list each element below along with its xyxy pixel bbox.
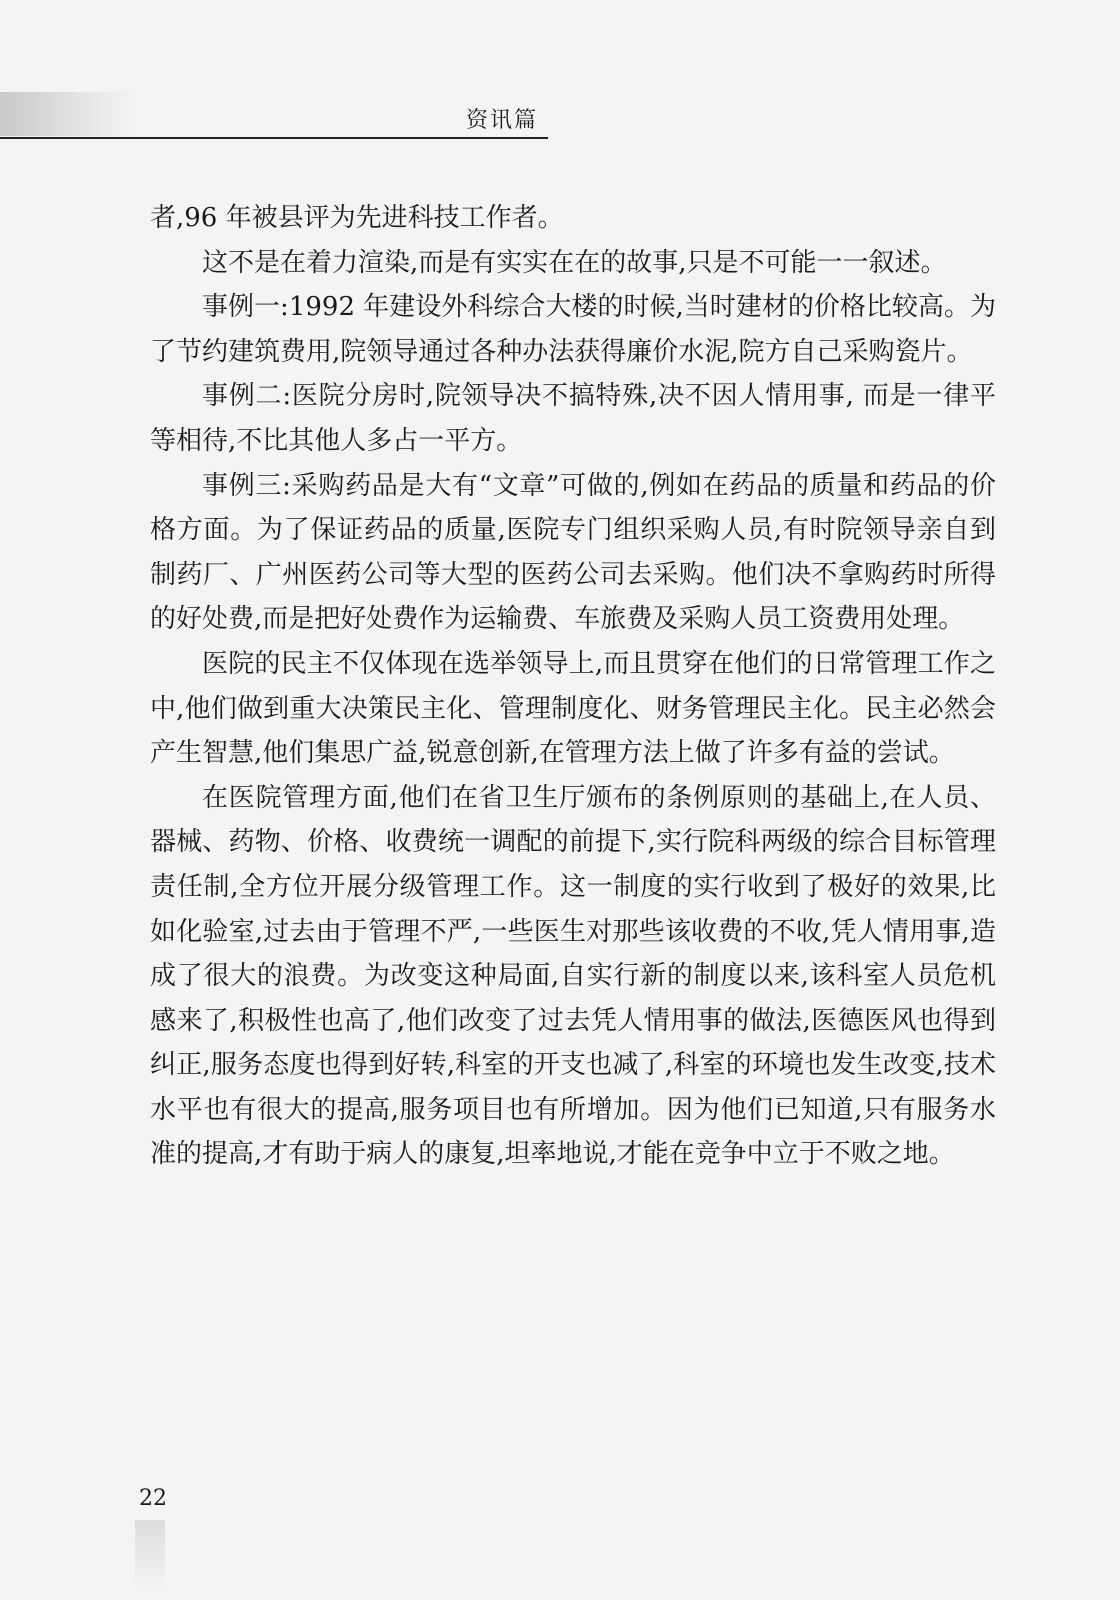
paragraph-example-3: 事例三:采购药品是大有“文章”可做的,例如在药品的质量和药品的价格方面。为了保证药品的质量,医院专门组织采购人员,有时院领导亲自到制药厂、广州医药公司等大型的医药公司去采购。他们决不拿购药时所得的好处费,而是把好处费作为运输费、车旅费及采购人员工资费用处理。: [150, 470, 996, 635]
paragraph: 在医院管理方面,他们在省卫生厅颁布的条例原则的基础上,在人员、器械、药物、价格、收费统一调配的前提下,实行院科两级的综合目标管理责任制,全方位开展分级管理工作。这一制度的实行收到了极好的效果,比如化验室,过去由于管理不严,一些医生对那些该收费的不收,凭人情用事,造成了很大的浪费。为改变这种局面,自实行新的制度以来,该科室人员危机感来了,积极性也高了,他们改变了过去凭人情用事的做法,医德医风也得到纠正,服务态度也得到好转,科室的开支也减了,科室的环境也发生改变,技术水平也有很大的提高,服务项目也有所增加。因为他们已知道,只有服务水准的提高,才有助于病人的康复,坦率地说,才能在竞争中立于不败之地。: [150, 782, 996, 1170]
paragraph-example-1: 事例一:1992 年建设外科综合大楼的时候,当时建材的价格比较高。为了节约建筑费用,院领导通过各种办法获得廉价水泥,院方自己采购瓷片。: [150, 292, 996, 367]
running-head: 资讯篇: [466, 108, 539, 133]
paragraph: 这不是在着力渲染,而是有实实在在的故事,只是不可能一一叙述。: [202, 247, 947, 278]
scan-shadow: [0, 92, 140, 136]
page-number: 22: [139, 1486, 167, 1511]
scan-shadow-bottom: [135, 1520, 165, 1590]
paragraph: 医院的民主不仅体现在选举领导上,而且贯穿在他们的日常管理工作之中,他们做到重大决策民主化、管理制度化、财务管理民主化。民主必然会产生智慧,他们集思广益,锐意创新,在管理方法上做了许多有益的尝试。: [150, 648, 996, 769]
paragraph-example-2: 事例二:医院分房时,院领导决不搞特殊,决不因人情用事, 而是一律平等相待,不比其他人多占一平方。: [150, 381, 996, 456]
body-text: [150, 196, 996, 1177]
paragraph-continued: 者,96 年被县评为先进科技工作者。: [150, 203, 564, 233]
header-rule: [0, 137, 548, 139]
